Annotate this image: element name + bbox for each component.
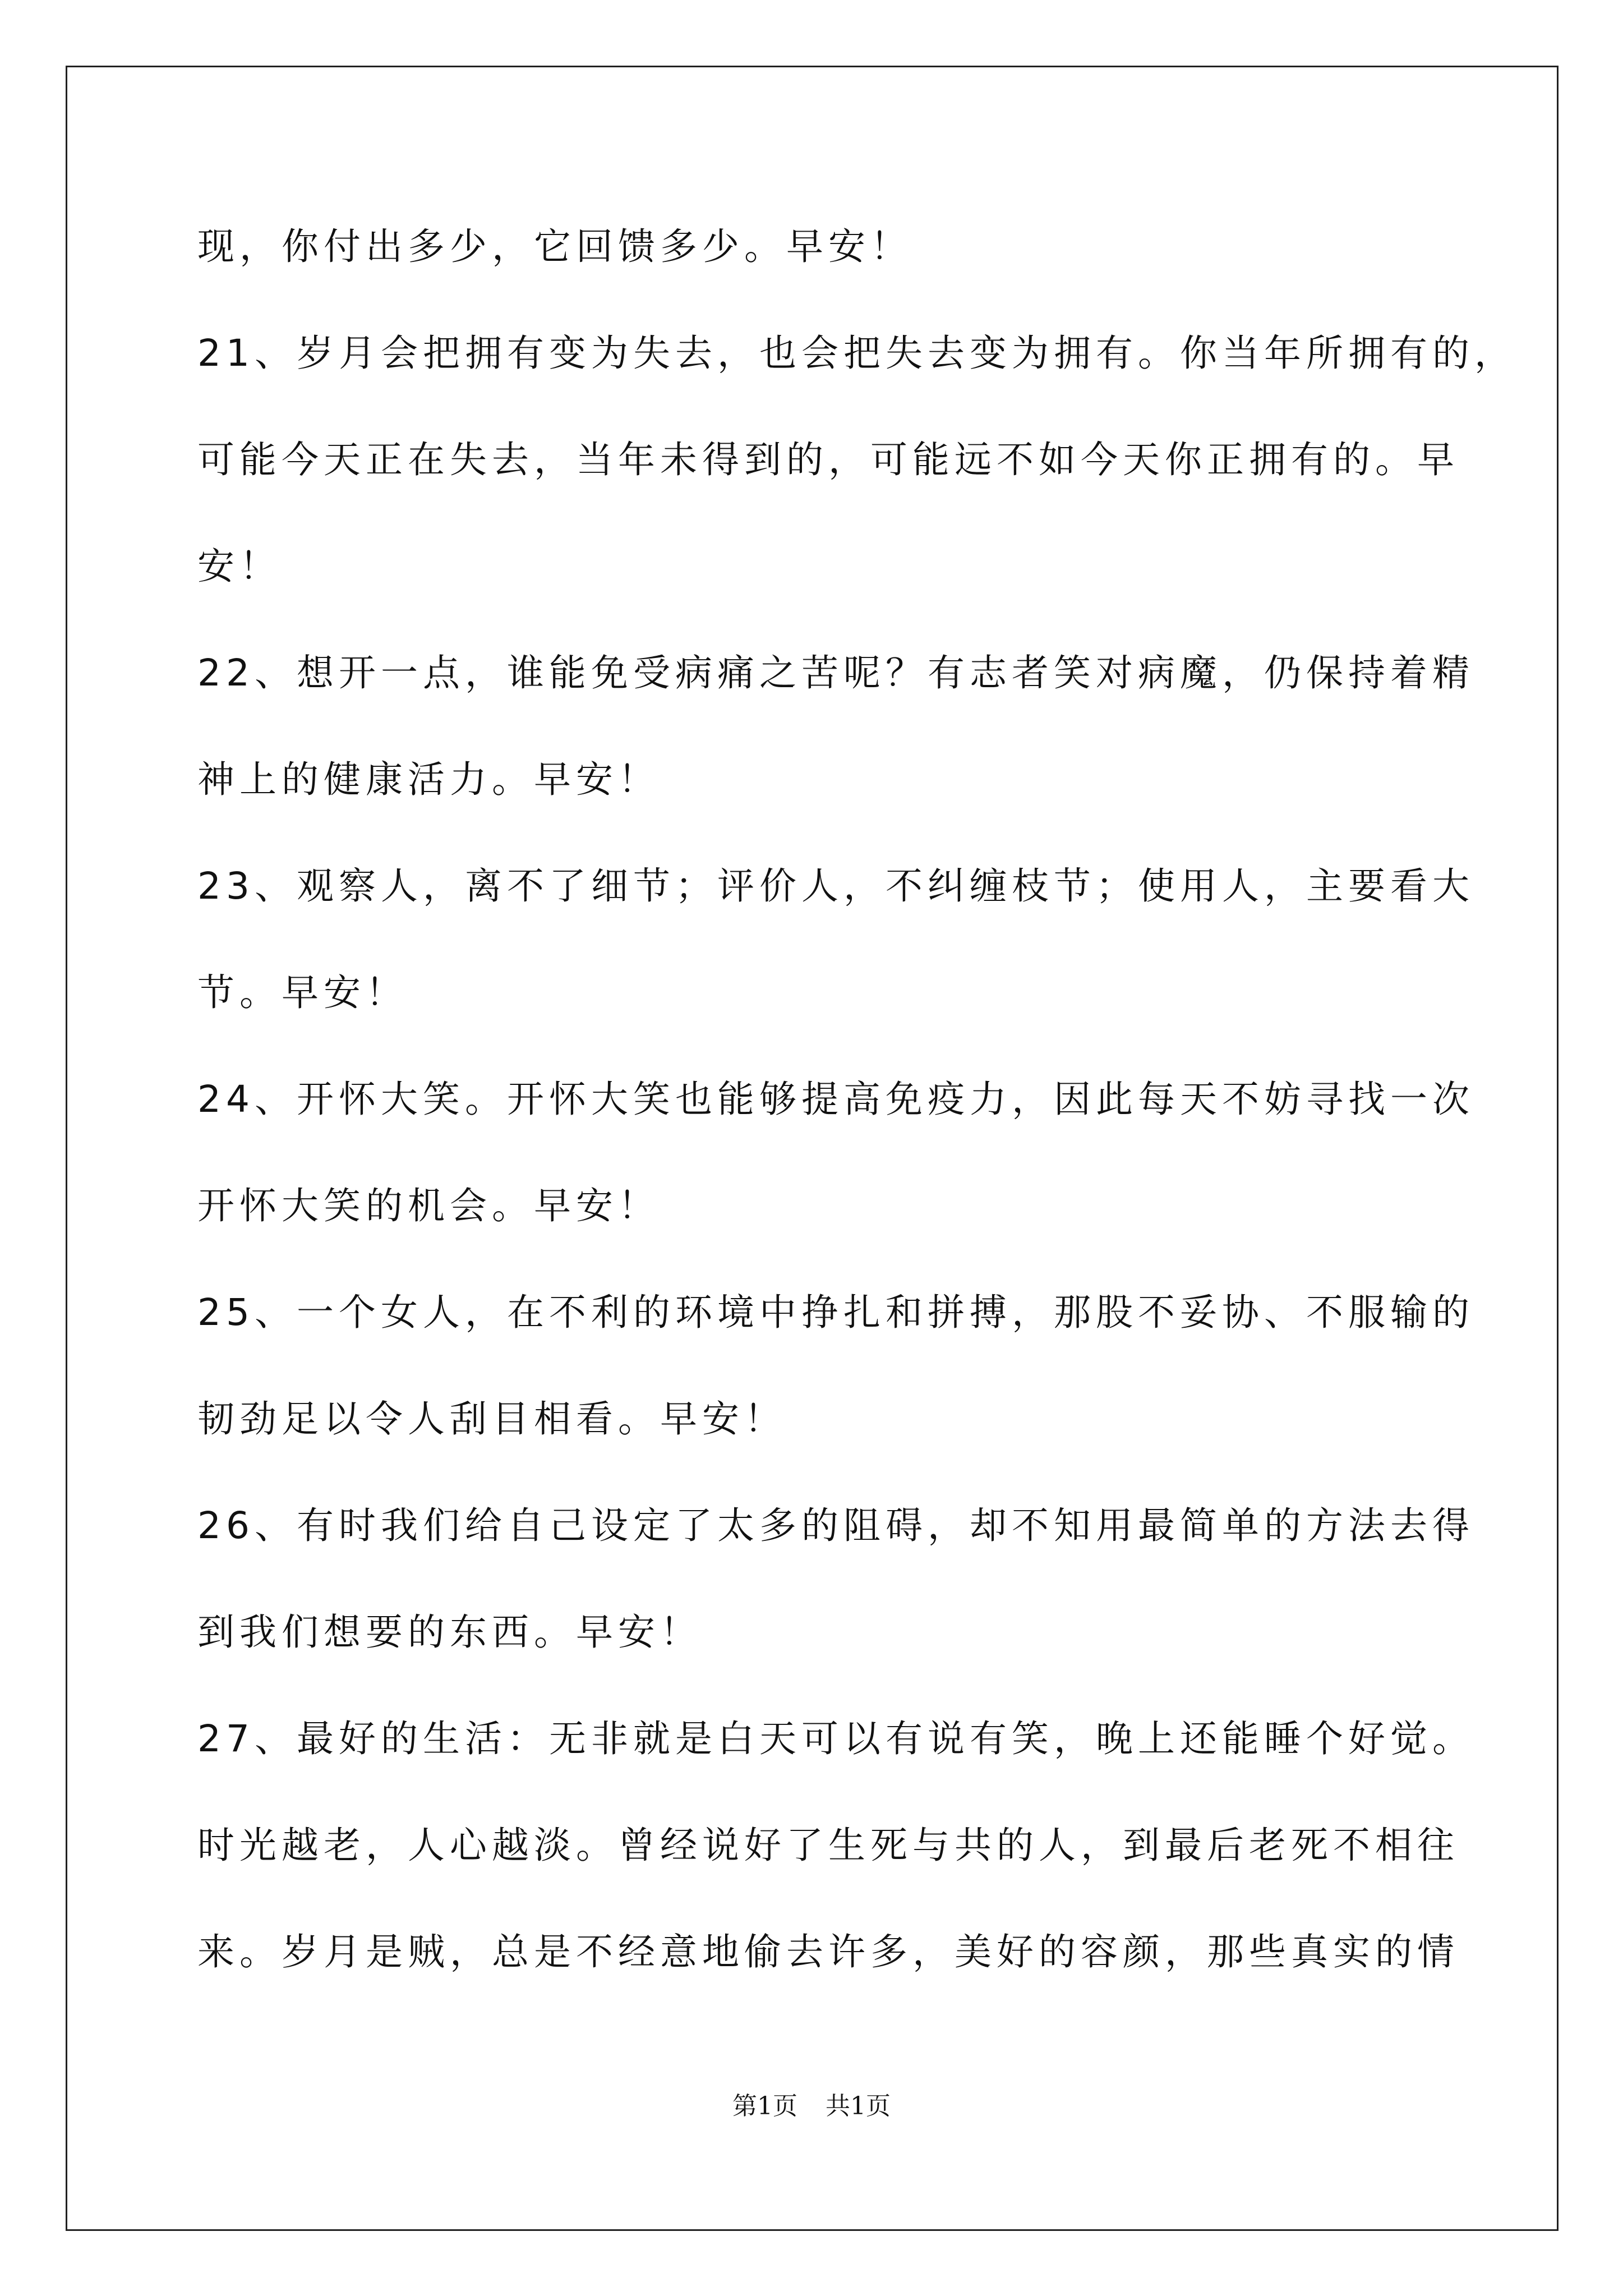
text-line: 现，你付出多少，它回馈多少。早安！ — [197, 225, 912, 268]
text-line: 25、一个女人，在不利的环境中挣扎和拼搏，那股不妥协、不服输的 — [197, 1291, 1474, 1334]
text-line: 21、岁月会把拥有变为失去，也会把失去变为拥有。你当年所拥有的， — [197, 332, 1516, 375]
text-line: 26、有时我们给自己设定了太多的阻碍，却不知用最简单的方法去得 — [197, 1504, 1474, 1547]
text-line: 神上的健康活力。早安！ — [197, 758, 660, 801]
text-line: 安！ — [197, 545, 282, 588]
text-line: 22、想开一点，谁能免受病痛之苦呢？有志者笑对病魔，仍保持着精 — [197, 651, 1474, 694]
text-line: 27、最好的生活：无非就是白天可以有说有笑，晚上还能睡个好觉。 — [197, 1717, 1474, 1760]
text-line: 节。早安！ — [197, 971, 408, 1014]
document-body — [197, 194, 1516, 2005]
text-line: 韧劲足以令人刮目相看。早安！ — [197, 1397, 786, 1441]
text-line: 来。岁月是贼，总是不经意地偷去许多，美好的容颜，那些真实的情 — [197, 1930, 1459, 1973]
text-line: 24、开怀大笑。开怀大笑也能够提高免疫力，因此每天不妨寻找一次 — [197, 1078, 1474, 1121]
text-line: 到我们想要的东西。早安！ — [197, 1611, 702, 1654]
text-line: 23、观察人，离不了细节；评价人，不纠缠枝节；使用人，主要看大 — [197, 864, 1474, 908]
page-total: 共1页 — [826, 2092, 891, 2120]
text-line: 可能今天正在失去，当年未得到的，可能远不如今天你正拥有的。早 — [197, 438, 1459, 481]
page-footer — [0, 2086, 1623, 2122]
text-line: 开怀大笑的机会。早安！ — [197, 1184, 660, 1227]
text-line: 时光越老，人心越淡。曾经说好了生死与共的人，到最后老死不相往 — [197, 1824, 1459, 1867]
page-number: 第1页 — [732, 2092, 797, 2120]
